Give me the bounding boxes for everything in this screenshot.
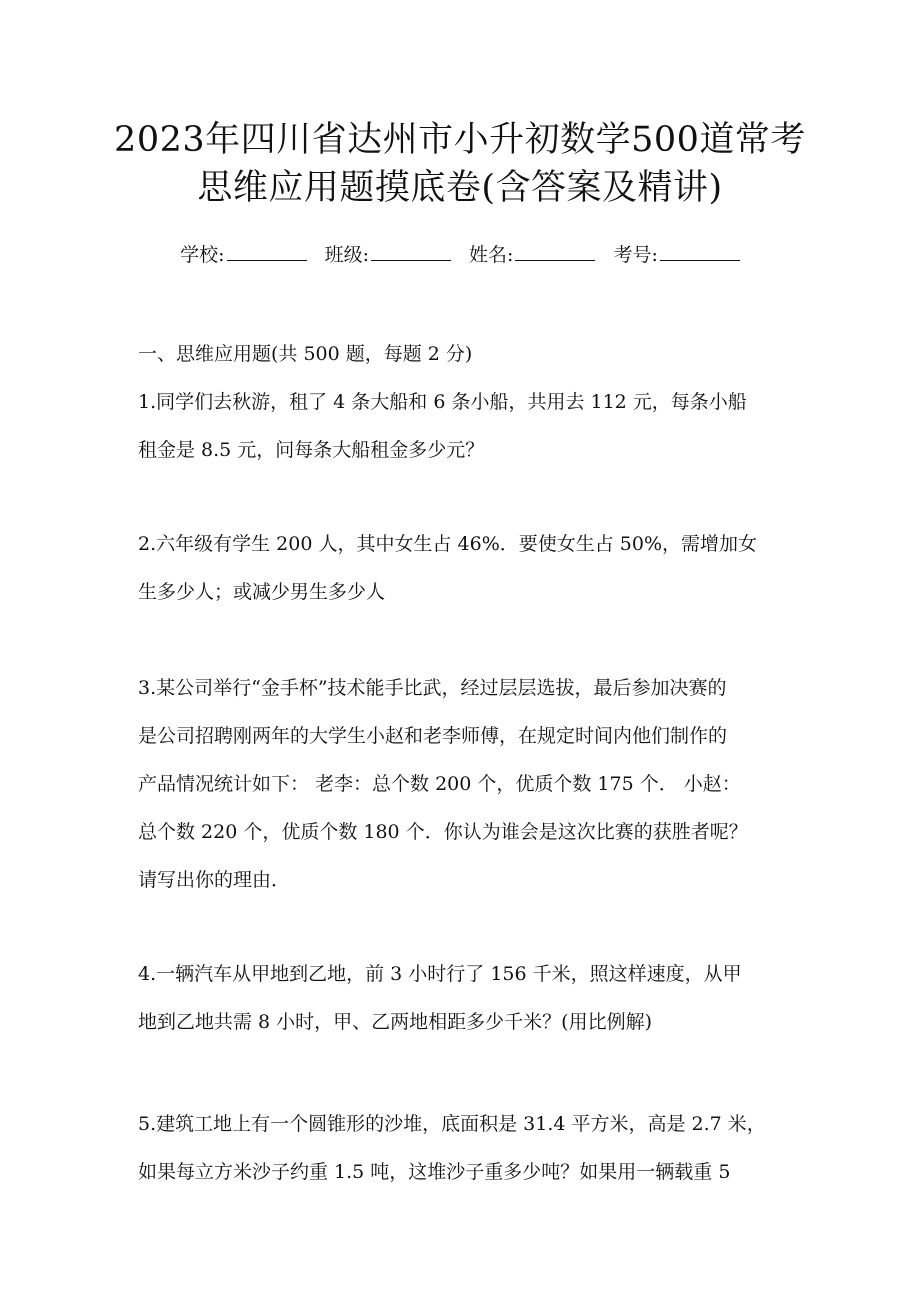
question-line: 3.某公司举行“金手杯”技术能手比武，经过层层选拔，最后参加决赛的 (138, 677, 727, 699)
question-4 (138, 950, 798, 1046)
school-field (180, 244, 306, 266)
question-line: 总个数 220 个，优质个数 180 个．你认为谁会是这次比赛的获胜者呢？ (138, 821, 748, 843)
question-line: 2.六年级有学生 200 人，其中女生占 46%．要使女生占 50%，需增加女 (138, 533, 758, 555)
question-line: 产品情况统计如下： 老李：总个数 200 个，优质个数 175 个． 小赵： (138, 773, 741, 795)
title-line-2: 思维应用题摸底卷(含答案及精讲) (197, 168, 723, 208)
question-line: 地到乙地共需 8 小时，甲、乙两地相距多少千米？(用比例解) (138, 1011, 652, 1033)
question-line: 1.同学们去秋游，租了 4 条大船和 6 条小船，共用去 112 元，每条小船 (138, 391, 747, 413)
school-blank (227, 240, 307, 261)
name-label: 姓名: (469, 244, 514, 266)
name-field (469, 244, 595, 266)
question-line: 5.建筑工地上有一个圆锥形的沙堆，底面积是 31.4 平方米，高是 2.7 米， (138, 1113, 766, 1135)
question-2 (138, 520, 798, 616)
title-line-1: 2023年四川省达州市小升初数学500道常考 (114, 120, 806, 160)
school-label: 学校: (180, 244, 225, 266)
question-line: 租金是 8.5 元，问每条大船租金多少元？ (138, 439, 485, 461)
class-label: 班级: (324, 244, 369, 266)
class-blank (371, 240, 451, 261)
class-field (325, 244, 451, 266)
section-heading: 一、思维应用题(共 500 题，每题 2 分) (138, 343, 473, 365)
student-info-row (0, 240, 920, 270)
name-blank (515, 240, 595, 261)
question-3 (138, 664, 798, 904)
question-5 (138, 1100, 798, 1196)
question-1 (138, 378, 798, 474)
exam-number-field (613, 244, 739, 266)
question-line: 请写出你的理由． (138, 869, 291, 891)
question-line: 4.一辆汽车从甲地到乙地，前 3 小时行了 156 千米，照这样速度，从甲 (138, 963, 742, 985)
question-line: 是公司招聘刚两年的大学生小赵和老李师傅，在规定时间内他们制作的 (138, 725, 728, 747)
exam-number-blank (660, 240, 740, 261)
question-line: 如果每立方米沙子约重 1.5 吨，这堆沙子重多少吨？如果用一辆载重 5 (138, 1161, 731, 1183)
exam-number-label: 考号: (613, 244, 658, 266)
question-line: 生多少人；或减少男生多少人 (138, 581, 386, 603)
